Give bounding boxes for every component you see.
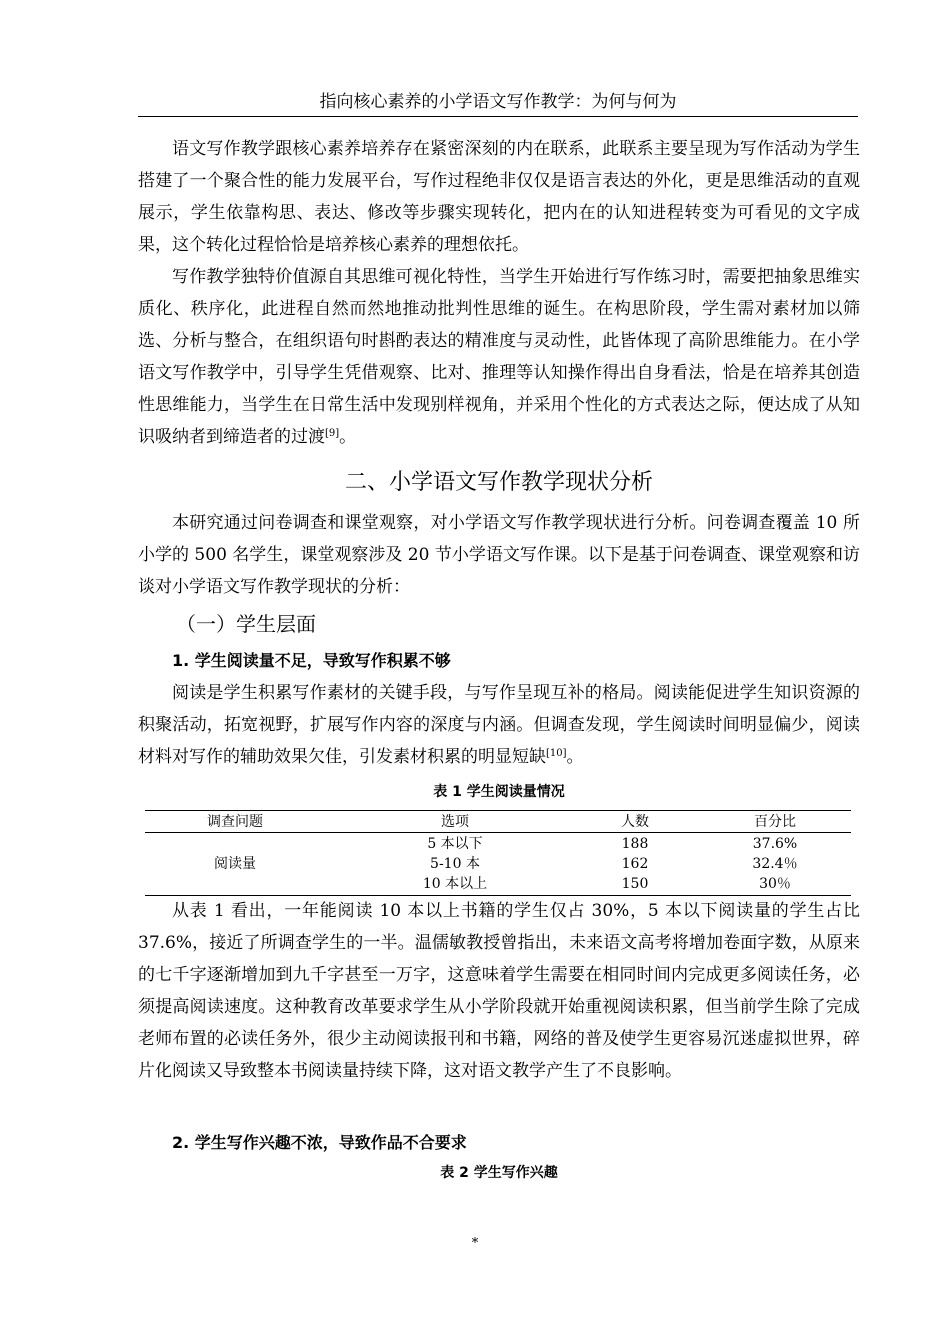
section-heading: 二、小学语文写作教学现状分析 [344,470,653,495]
table1-caption: 表 1 学生阅读量情况 [433,784,565,800]
point1-body [138,677,860,773]
paragraph-2-end: 。 [339,427,357,447]
table-cell-option: 5-10 本 [430,856,480,872]
page-footer-mark: * [471,1236,479,1251]
table-header-option: 选项 [441,814,469,830]
table-cell-option: 10 本以上 [422,876,488,892]
table-header-rule [145,832,851,833]
paragraph-1: 语文写作教学跟核心素养培养存在紧密深刻的内在联系，此联系主要呈现为写作活动为学生搭建了一个聚合性的能力发展平台，写作过程绝非仅仅是语言表达的外化，更是思维活动的直观展示，学生依靠构思、表达、修改等步骤实现转化，把内在的认知进程转变为可看见的文字成果，这个转化过程恰恰是培养核心素养的理想依托。 [138,139,860,255]
intro-paragraph: 本研究通过问卷调查和课堂观察，对小学语文写作教学现状进行分析。问卷调查覆盖 10 所小学的 500 名学生，课堂观察涉及 20 节小学语文写作课。以下是基于问卷调查、课堂观察和访谈对小学语文写作教学现状的分析： [138,513,860,597]
table-header-percent: 百分比 [754,814,796,830]
table-cell-count: 188 [621,836,649,852]
analysis-paragraph: 从表 1 看出，一年能阅读 10 本以上书籍的学生仅占 30%，5 本以下阅读量的学生占比 37.6%，接近了所调查学生的一半。温儒敏教授曾指出，未来语文高考将增加卷面字数，从原来的七千字逐渐增加到九千字甚至一万字，这意味着学生需要在相同时间内完成更多阅读任务，必须提高阅读速度。这种教育改革要求学生从小学阶段就开始重视阅读积累，但当前学生除了完成老师布置的必读任务外，很少主动阅读报刊和书籍，网络的普及使学生更容易沉迷虚拟世界，碎片化阅读又导致整本书阅读量持续下降，这对语文教学产生了不良影响。 [138,901,860,1081]
table-top-rule [145,810,851,811]
point1-text: 阅读是学生积累写作素材的关键手段，与写作呈现互补的格局。阅读能促进学生知识资源的积聚活动，拓宽视野，扩展写作内容的深度与内涵。但调查发现，学生阅读时间明显偏少，阅读材料对写作的辅助效果欠佳，引发素材积累的明显短缺 [138,683,860,767]
analysis-body [138,895,860,1087]
citation-9: [9] [325,428,340,439]
table-question-cell: 阅读量 [214,856,256,872]
table-cell-count: 162 [621,856,649,872]
running-title: 指向核心素养的小学语文写作教学：为何与何为 [319,92,677,112]
table-header-count: 人数 [621,814,649,830]
paragraph-2 [138,261,860,453]
table2-caption: 表 2 学生写作兴趣 [440,1165,558,1181]
point1-end: 。 [566,747,584,767]
point1-paragraph [138,677,860,773]
table-header-question: 调查问题 [207,814,263,830]
section2-intro [138,507,860,603]
header-rule [138,116,858,117]
table-cell-option: 5 本以下 [427,836,483,852]
point-heading-1: 1. 学生阅读量不足，导致写作积累不够 [172,651,451,670]
table-cell-percent: 37.6% [752,836,798,852]
table-cell-count: 150 [621,876,649,892]
subsection-heading: （一）学生层面 [176,612,316,636]
table-cell-percent: 30％ [759,876,791,892]
paragraph-2-text: 写作教学独特价值源自其思维可视化特性，当学生开始进行写作练习时，需要把抽象思维实质化、秩序化，此进程自然而然地推动批判性思维的诞生。在构思阶段，学生需对素材加以筛选、分析与整合，在组织语句时斟酌表达的精准度与灵动性，此皆体现了高阶思维能力。在小学语文写作教学中，引导学生凭借观察、比对、推理等认知操作得出自身看法，恰是在培养其创造性思维能力，当学生在日常生活中发现别样视角，并采用个性化的方式表达之际，便达成了从知识吸纳者到缔造者的过渡 [138,267,860,447]
point-heading-2: 2. 学生写作兴趣不浓，导致作品不合要求 [172,1133,467,1152]
table-cell-percent: 32.4％ [752,856,798,872]
citation-10: [10] [546,748,567,759]
section1-body [138,133,860,453]
